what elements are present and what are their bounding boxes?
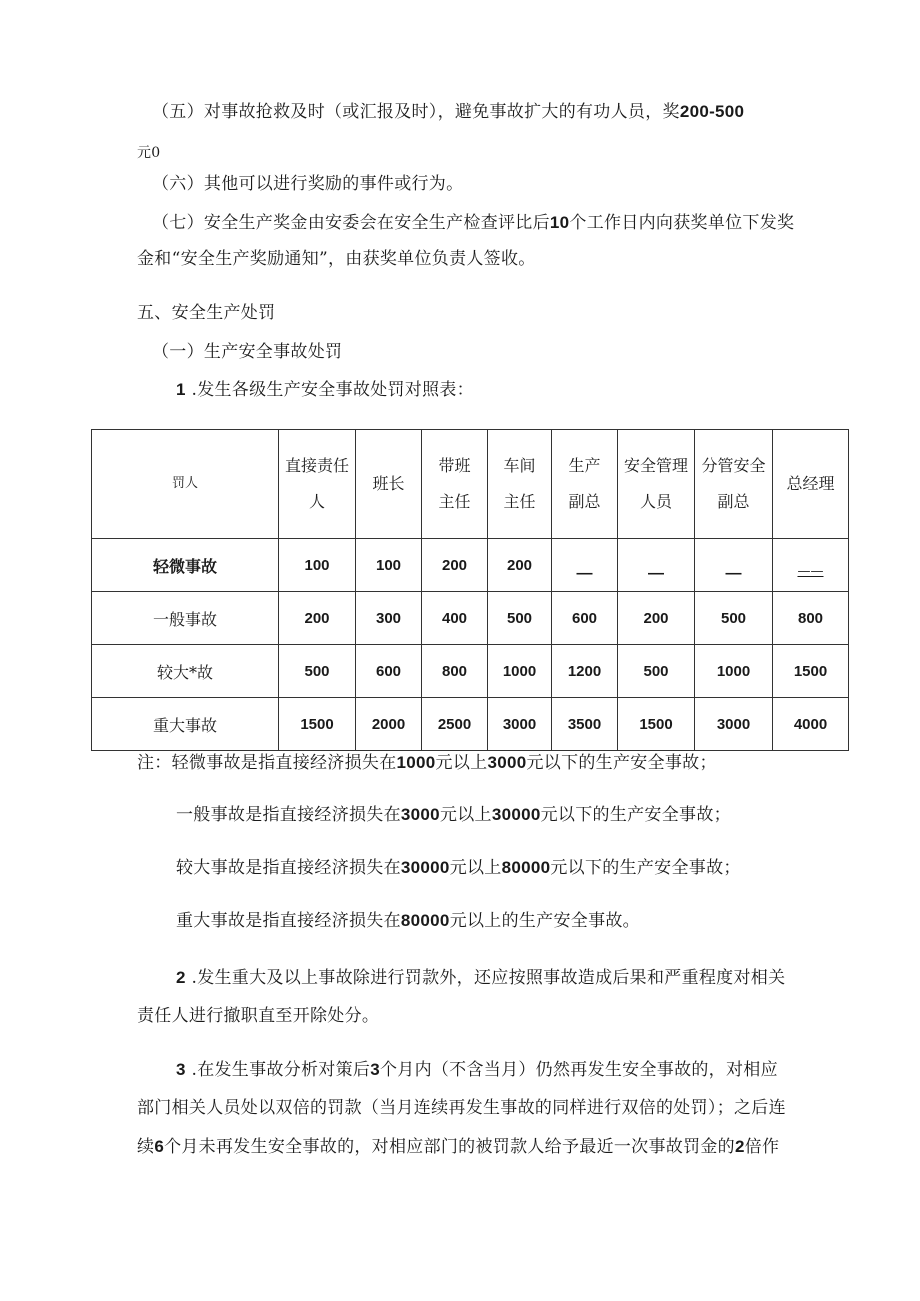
row-label-major: 重大事故 [92, 698, 279, 751]
table-cell: 500 [488, 592, 552, 645]
reward-item-7-line-2: 金和“安全生产奖励通知”，由获奖单位负责人签收。 [137, 249, 536, 269]
table-cell: 1200 [552, 645, 618, 698]
note-larger [176, 857, 741, 879]
reward-item-7-text-b: 个工作日内向获奖单位下发奖 [569, 213, 795, 233]
note-text: 元以上 [439, 805, 492, 825]
table-cell: 800 [422, 645, 488, 698]
item-1-intro [176, 379, 474, 401]
table-cell: 200 [488, 539, 552, 592]
table-cell [552, 539, 618, 592]
item-2-text: .发生重大及以上事故除进行罚款外，还应按照事故造成后果和严重程度对相关 [191, 968, 786, 988]
note-text: 元以上的生产安全事故。 [449, 911, 640, 931]
note-minor [137, 752, 717, 774]
note-amount: 80000 [400, 911, 450, 930]
note-text: 元以下的生产安全事故； [526, 753, 717, 773]
item-3-line-3 [137, 1136, 779, 1158]
row-label-larger: 较大*故 [92, 645, 279, 698]
header-text: 总经理 [786, 474, 835, 493]
item-2-line-1 [176, 967, 785, 989]
reward-item-5-text: （五）对事故抢救及时（或汇报及时），避免事故扩大的有功人员，奖 [152, 102, 680, 122]
header-workshop-director [488, 430, 552, 539]
item-3-text: 倍作 [744, 1137, 780, 1157]
dash-mark: — [576, 565, 593, 582]
table-cell: 2500 [422, 698, 488, 751]
table-row [92, 645, 849, 698]
header-safety-manager [618, 430, 695, 539]
header-direct-responsible [279, 430, 356, 539]
table-cell: 1500 [618, 698, 695, 751]
note-amount: 80000 [501, 858, 551, 877]
table-row [92, 539, 849, 592]
table-cell: 300 [356, 592, 422, 645]
reward-item-5-line-1 [152, 101, 744, 123]
note-text: 较大事故是指直接经济损失在 [176, 858, 401, 878]
header-text: 副总 [717, 492, 750, 511]
row-label-minor: 轻微事故 [92, 539, 279, 592]
working-days-count: 10 [549, 213, 570, 232]
table-row [92, 592, 849, 645]
table-cell: 400 [422, 592, 488, 645]
table-cell: 1000 [488, 645, 552, 698]
table-cell: 1500 [279, 698, 356, 751]
item-3-text: 续 [137, 1137, 155, 1157]
header-text: 主任 [438, 492, 471, 511]
item-3-text: 个月未再发生安全事故的，对相应部门的被罚款人给予最近一次事故罚金的 [164, 1137, 735, 1157]
table-cell: 500 [618, 645, 695, 698]
header-team-leader [356, 430, 422, 539]
table-cell: 500 [695, 592, 773, 645]
note-major [176, 910, 640, 932]
header-text: 安全管理 [623, 456, 688, 475]
item-3-months: 3 [370, 1060, 380, 1079]
table-cell: 100 [279, 539, 356, 592]
table-header-row [92, 430, 849, 539]
table-cell [773, 539, 849, 592]
header-text: 人 [308, 492, 325, 511]
header-general-manager [773, 430, 849, 539]
header-text: 主任 [503, 492, 536, 511]
dash-mark: — [725, 565, 742, 582]
note-text: 元以上 [449, 858, 502, 878]
item-1-number: 1 [176, 380, 186, 399]
header-safety-vp [695, 430, 773, 539]
table-cell [695, 539, 773, 592]
note-general [176, 804, 731, 826]
table-cell: 600 [552, 592, 618, 645]
item-2-number: 2 [176, 968, 186, 987]
reward-item-6: （六）其他可以进行奖励的事件或行为。 [152, 174, 464, 194]
table-cell: 200 [422, 539, 488, 592]
table-corner-cell: 罚人 [92, 430, 279, 539]
header-production-vp [552, 430, 618, 539]
item-3-months: 6 [154, 1137, 165, 1156]
reward-item-7-line-1 [152, 212, 794, 234]
dash-mark: — [648, 565, 664, 582]
item-3-line-2: 部门相关人员处以双倍的罚款（当月连续再发生事故的同样进行双倍的处罚）；之后连 [137, 1098, 786, 1118]
table-cell: 4000 [773, 698, 849, 751]
item-1-text: .发生各级生产安全事故处罚对照表： [191, 380, 474, 400]
note-amount: 3000 [487, 753, 527, 772]
table-cell: 800 [773, 592, 849, 645]
note-text: 重大事故是指直接经济损失在 [176, 911, 401, 931]
header-text: 人员 [639, 492, 672, 511]
table-cell: 600 [356, 645, 422, 698]
table-cell: 1500 [773, 645, 849, 698]
row-label-general: 一般事故 [92, 592, 279, 645]
header-text: 生产 [568, 456, 601, 475]
note-text: 元以上 [435, 753, 488, 773]
table-cell: 2000 [356, 698, 422, 751]
header-text: 车间 [503, 456, 536, 475]
header-shift-director [422, 430, 488, 539]
table-row [92, 698, 849, 751]
note-amount: 3000 [400, 805, 440, 824]
note-text: 元以下的生产安全事故； [540, 805, 731, 825]
header-text: 直接责任 [284, 456, 349, 475]
table-cell: 500 [279, 645, 356, 698]
section-title: 五、安全生产处罚 [137, 303, 276, 323]
note-text: 注：轻微事故是指直接经济损失在 [137, 753, 397, 773]
note-amount: 30000 [491, 805, 541, 824]
note-amount: 30000 [400, 858, 450, 877]
table-cell: 1000 [695, 645, 773, 698]
table-cell: 200 [618, 592, 695, 645]
subsection-title: （一）生产安全事故处罚 [152, 342, 343, 362]
header-text: 带班 [438, 456, 471, 475]
reward-item-7-text-a: （七）安全生产奖金由安委会在安全生产检查评比后 [152, 213, 550, 233]
note-text: 元以下的生产安全事故； [550, 858, 741, 878]
table-cell: 200 [279, 592, 356, 645]
table-cell [618, 539, 695, 592]
reward-item-5-line-2: 元0 [137, 145, 161, 161]
item-2-line-2: 责任人进行撤职直至开除处分。 [137, 1006, 380, 1026]
item-3-line-1 [176, 1059, 778, 1081]
table-cell: 3000 [695, 698, 773, 751]
item-3-text: .在发生事故分析对策后 [191, 1060, 371, 1080]
dash-mark: —— [797, 563, 824, 579]
table-cell: 3000 [488, 698, 552, 751]
header-text: 分管安全 [701, 456, 766, 475]
reward-amount-range: 200-500 [679, 102, 745, 121]
table-cell: 3500 [552, 698, 618, 751]
table-cell: 100 [356, 539, 422, 592]
note-amount: 1000 [396, 753, 436, 772]
penalty-table [91, 429, 849, 751]
header-text: 副总 [568, 492, 601, 511]
item-3-number: 3 [176, 1060, 186, 1079]
note-text: 一般事故是指直接经济损失在 [176, 805, 401, 825]
item-3-multiplier: 2 [734, 1137, 745, 1156]
header-text: 班长 [372, 474, 405, 493]
item-3-text: 个月内（不含当月）仍然再发生安全事故的，对相应 [379, 1060, 778, 1080]
